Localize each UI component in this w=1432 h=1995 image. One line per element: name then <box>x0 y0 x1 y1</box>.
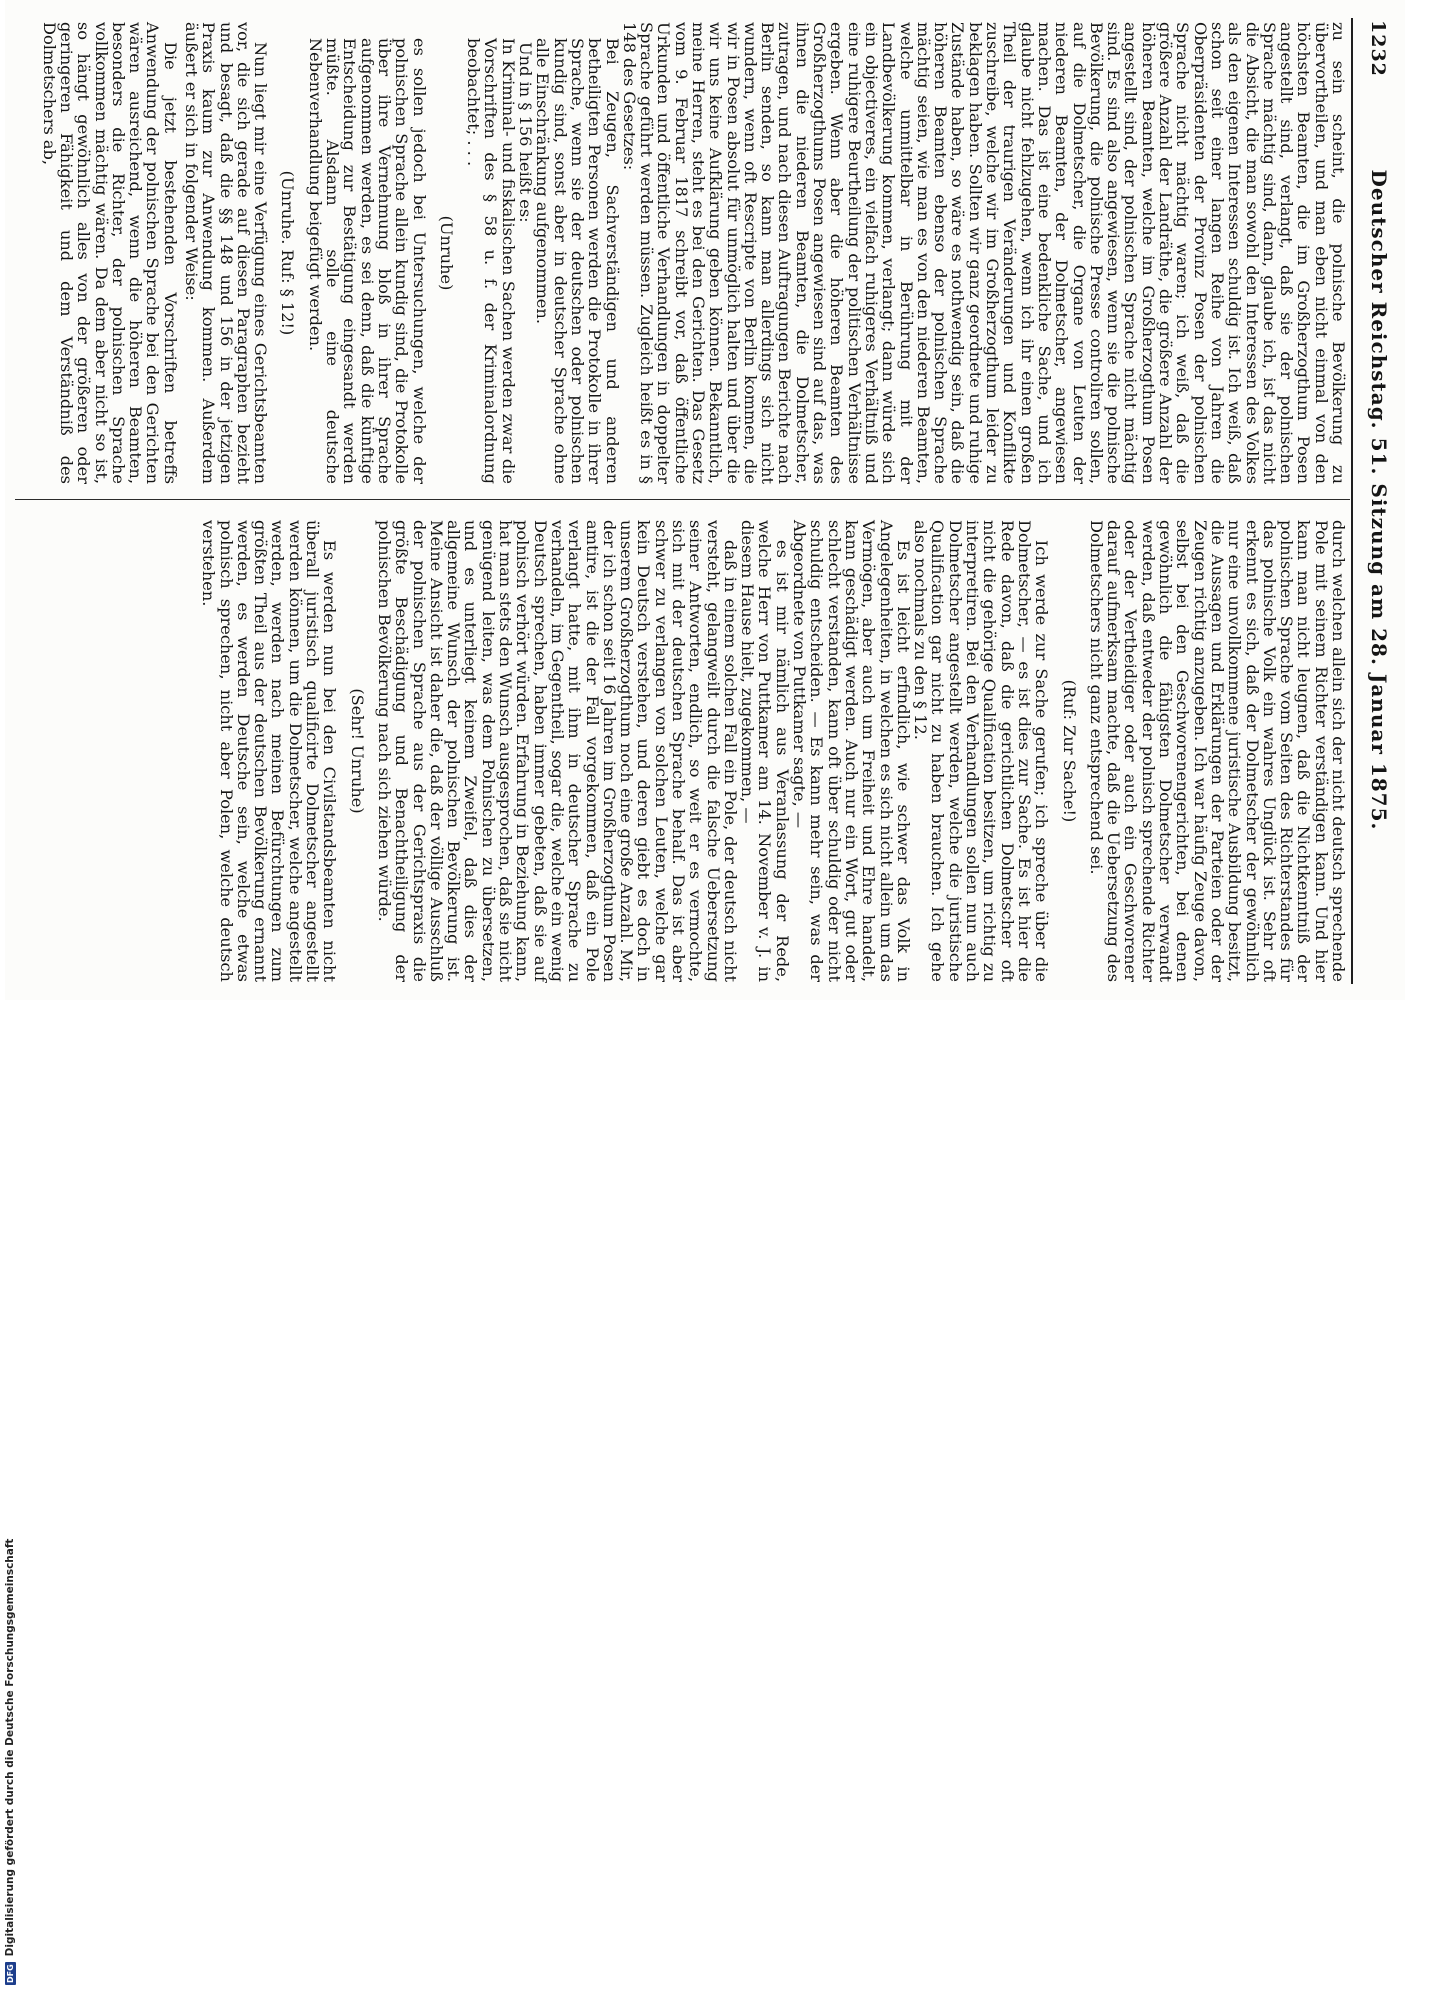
interjection: (Sehr! Unruhe) <box>347 688 367 814</box>
page-title: Deutscher Reichstag. 51. Sitzung am 28. Januar 1875. <box>1367 169 1391 831</box>
interjection: (Ruf: Zur Sache!) <box>1059 679 1079 823</box>
interjection: (Unruhe) <box>436 215 456 291</box>
paragraph: Die jetzt bestehenden Vorschriften betreffs Anwendung der polnischen Sprache bei den Gerichten wären ausreichend, wenn die höheren Beamten, besonders die Richter, der polnischen Sprache vollkommen mächtig wären. Da dem aber nicht so ist, so hängt gewöhnlich alles von der größeren oder geringeren Fähigkeit und dem Verständniß des Dolmetschers ab, <box>39 22 180 484</box>
scanned-page <box>5 0 1405 1000</box>
left-column <box>40 22 1347 484</box>
paragraph: daß in einem solchen Fall ein Pole, der deutsch nicht versteht, gelangweilt durch die falsche Uebersetzung seiner Antworten, endlich, so weit er es vermochte, sich mit der deutschen Sprache behalf. Das ist aber schwer zu verlangen von solchen Leuten, welche gar kein Deutsch verstehen, und deren giebt es doch in unserem Großherzogthum noch eine große Anzahl. Mir, der ich schon seit 16 Jahren im Großherzogthum Posen amtire, ist die der Fall vorgekommen, daß ein Pole verlangt hatte, mit ihm in deutscher Sprache zu verhandeln, im Gegentheil, sogar die, welche ein wenig Deutsch sprechen, haben immer gebeten, daß sie auf polnisch verhört würden. Erfahrung in Beziehung kann, hat man stets den Wunsch ausgesprochen, daß sie nicht genügend leiten, was dem Polnischen zu übersetzen, und es unterliegt keinem Zweifel, daß dies der allgemeine Wunsch der polnischen Bevölkerung ist. Meine Ansicht ist daher die, daß der völlige Ausschluß der polnischen Sprache aus der Gerichtspraxis die größte Beschädigung und Benachtheiligung der polnischen Bevölkerung nach sich ziehen würde. <box>374 520 740 982</box>
paragraph: Es ist leicht erfindlich, wie schwer das Volk in Angelegenheiten, in welchen es sich nicht allein um das Vermögen, aber auch um Freiheit und Ehre handelt, kann geschädigt werden. Auch nur ein Wort, gut oder schlecht verstanden, kann oft über schuldig oder nicht schuldig entscheiden. — Es kann mehr sein, was der Abgeordnete von Puttkamer sagte, — <box>790 520 913 982</box>
page-header <box>1355 20 1399 980</box>
column-divider <box>15 499 1350 500</box>
paragraph: zu sein scheint, die polnische Bevölkerung zu übervortheilen, und man eben nicht einmal von den höchsten Beamten, die im Großherzogthum Posen angestellt sind, verlangt, daß sie der polnischen Sprache mächtig sind, dann, glaube ich, ist das nicht die Absicht, die man sowohl den Interessen des Volkes als den eigenen Interessen schuldig ist. Ich weiß, daß schon seit einer langen Reihe von Jahren die Oberpräsidenten der Provinz Posen der polnischen Sprache nicht mächtig waren; ich weiß, daß die größere Anzahl der Landräthe, die größere Anzahl der höheren Beamten, welche im Großherzogthum Posen angestellt sind, der polnischen Sprache nicht mächtig sind. Es sind also angewiesen, wenn sie die polnische Bevölkerung, die polnische Presse controliren sollen, auf die Dolmetscher, die Organe von Leuten der niederen Beamten, der Dolmetscher, angewiesen machen. Das ist eine bedenkliche Sache, und ich glaube nicht fehlzugehen, wenn ich ihr einen großen Theil der traurigen Veränderungen und Konflikte zuschreibe, welche wir im Großherzogthum leider zu beklagen haben. Sollten wir ganz geordnete und ruhige Zustände haben, so wäre es nothwendig sein, daß die höheren Beamten ebenso der polnischen Sprache mächtig seien, wie man es von den niederen Beamten, welche unmittelbar in Berührung mit der Landbevölkerung kommen, verlangt; dann würde sich ein objectiveres, ein vielfach ruhigeres Verhältniß und eine ruhigere Beurtheilung der politischen Verhältnisse ergeben. Wenn aber die höheren Beamten des Großherzogthums Posen angewiesen sind auf das, was ihnen die niederen Beamten, die Dolmetscher, zutragen, und nach diesen Auftragungen Berichte nach Berlin senden, so kann man allerdings sich nicht wundern, wenn oft Rescripte von Berlin kommen, die wir in Posen absolut für unmöglich halten und über die wir uns keine Aufklärung geben können. Bekanntlich, meine Herren, steht es bei den Gerichten. Das Gesetz vom 9. Februar 1817 schreibt vor, daß öffentliche Urkunden und öffentliche Verhandlungen in doppelter Sprache geführt werden müssen. Zugleich heißt es in § 148 des Gesetzes: <box>619 22 1348 484</box>
paragraph: es sollen jedoch bei Untersuchungen, welche der polnischen Sprache allein kundig sind, die Protokolle über ihre Vernehmung bloß in ihrer Sprache aufgenommen werden, es sei denn, daß die künftige Entscheidung zur Bestätigung eingesandt werden müßte. Alsdann solle eine deutsche Nebenverhandlung beigefügt werden. <box>305 38 429 484</box>
paragraph: Es werden nun bei den Civilstandsbeamten nicht überall juristisch qualificirte Dolmetscher angestellt werden können, um die Dolmetscher, welche angestellt werden, werden nach meinen Befürchtungen zum größten Theil aus der deutschen Bevölkerung ernannt werden, es werden Deutsche sein, welche etwas polnisch sprechen, nicht aber Polen, welche deutsch verstehen. <box>199 520 340 982</box>
paragraph: Bei Zeugen, Sachverständigen und anderen betheiligten Personen werden die Protokolle in ihrer Sprache, wenn sie der deutschen oder polnischen kundig sind, sonst aber in deutscher Sprache ohne alle Einschränkung aufgenommen. <box>533 38 622 484</box>
paragraph: es ist mir nämlich aus Veranlassung der Rede, welche Herr von Puttkamer am 14. November v. J. in diesem Hause hielt, zugekommen, — <box>738 520 792 982</box>
digitization-stamp <box>0 995 20 1995</box>
digitization-credit: Digitalisierung gefördert durch die Deutsche Forschungsgemeinschaft <box>4 1538 16 1957</box>
dfg-logo-icon: DFG <box>5 1964 15 1983</box>
interjection: (Unruhe. Ruf: § 12!) <box>278 170 298 336</box>
paragraph: Nun liegt mir eine Verfügung eines Gerichtsbeamten vor, die sich gerade auf diesen Paragraphen bezieht und besagt, daß die §§ 148 und 156 in der jetzigen Praxis kaum zur Anwendung kommen. Außerdem äußert er sich in folgender Weise: <box>182 22 271 484</box>
paragraph: Ich werde zur Sache gerufen; ich spreche über die Dolmetscher, — es ist dies zur Sache. Es ist hier die Rede davon, daß die gerichtlichen Dolmetscher oft nicht die gehörige Qualification besitzen, um richtig zu interpretiren. Bei den Verhandlungen sollen nun auch Dolmetscher angestellt werden, welche die juristische Qualification gar nicht zu haben brauchen. Ich gehe also nochmals zu den § 12. <box>911 520 1052 982</box>
page-number: 1232 <box>1367 20 1389 77</box>
right-column <box>200 520 1347 982</box>
paragraph: durch welchen allein sich der nicht deutsch sprechende Pole mit seinem Richter verständigen kann. Und hier kann man nicht leugnen, daß die Nichtkenntniß der polnischen Sprache vom Seiten des Richterstandes für das polnische Volk ein wahres Unglück ist. Sehr oft erkennt es sich, daß der Dolmetscher der gewöhnlich nur eine unvollkommene juristische Ausbildung besitzt, die Aussagen und Erklärungen der Parteien oder der Zeugen richtig anzugeben. Ich war häufig Zeuge davon, selbst bei den Geschworenengerichten, bei denen gewöhnlich die fähigsten Dolmetscher verwandt werden, daß entweder der polnisch sprechende Richter oder der Vertheidiger oder auch ein Geschworener darauf aufmerksam machte, daß die Uebersetzung des Dolmetschers nicht ganz entsprechend sei. <box>1086 520 1348 982</box>
rotated-page-content <box>5 0 1405 1000</box>
paragraph: Und in § 156 heißt es: <box>516 42 536 223</box>
paragraph: In Kriminal- und fiskalischen Sachen werden zwar die Vorschriften des § 58 u. f. der Kriminalordnung beobachtet; . . . <box>464 38 518 484</box>
header-rule <box>1351 18 1353 984</box>
